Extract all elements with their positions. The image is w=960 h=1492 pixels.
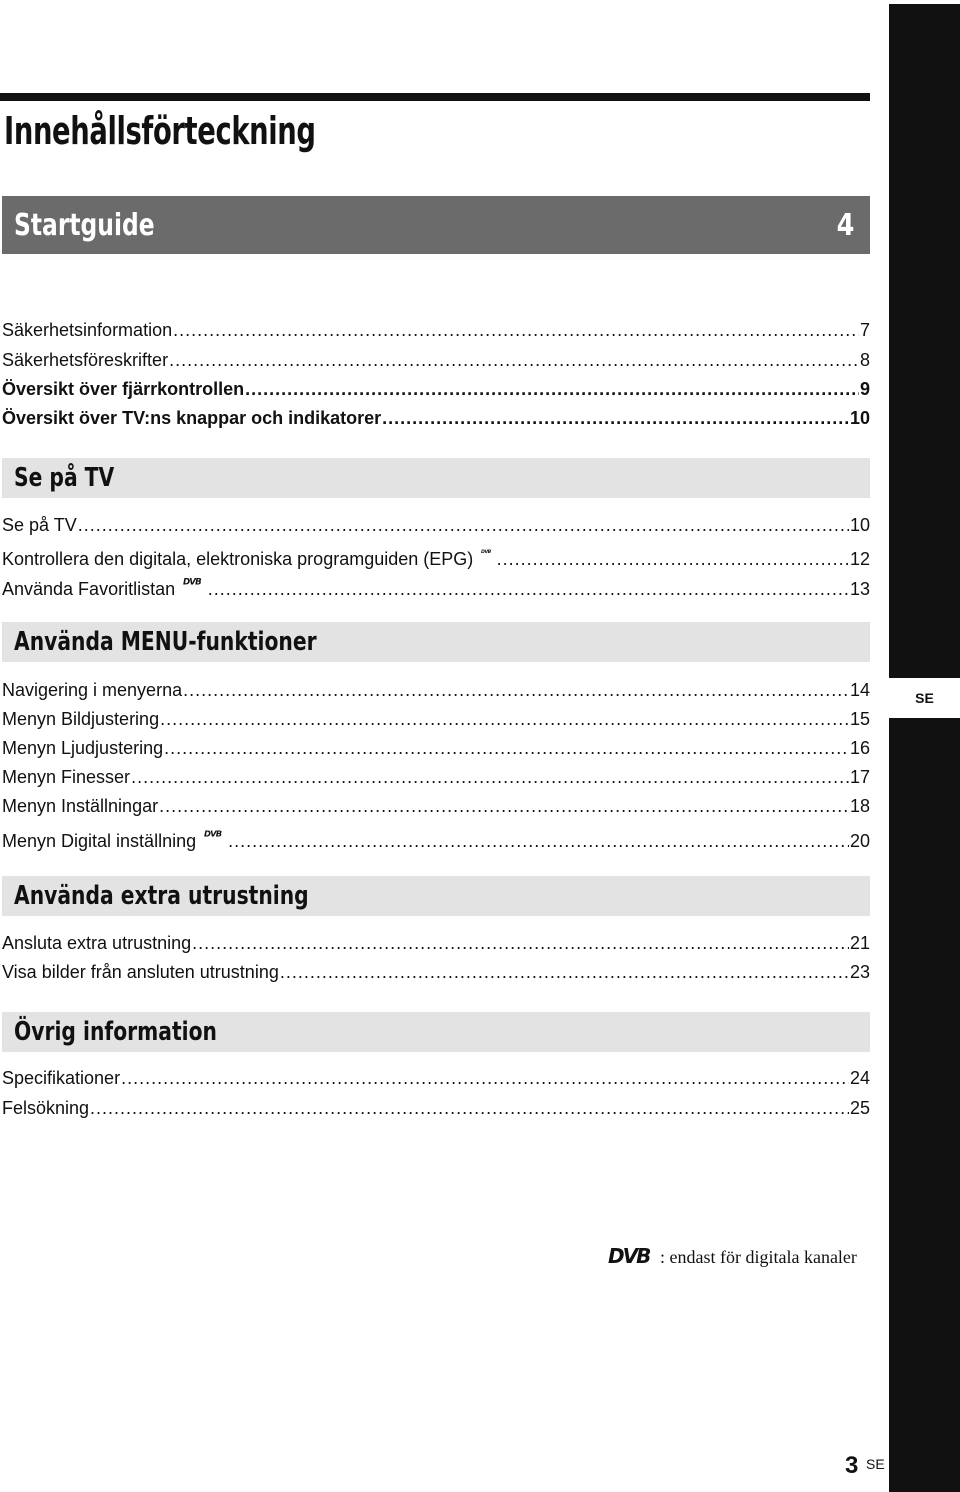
toc-entry-page: 25 xyxy=(849,1098,870,1118)
leader-dots xyxy=(228,828,849,854)
toc-entry-text: Felsökning xyxy=(2,1098,90,1118)
toc-entry[interactable] xyxy=(2,317,870,343)
leader-dots xyxy=(192,930,849,956)
page-title: Innehållsförteckning xyxy=(4,109,316,153)
section-heading-extra xyxy=(2,876,870,916)
toc-entry-text: Översikt över fjärrkontrollen xyxy=(2,379,245,399)
section-heading-menu xyxy=(2,622,870,662)
legend-text: : endast för digitala kanaler xyxy=(660,1246,857,1267)
toc-entry[interactable] xyxy=(2,823,870,849)
leader-dots xyxy=(173,317,859,343)
toc-entry-text: Navigering i menyerna xyxy=(2,680,183,700)
toc-entry-page: 10 xyxy=(849,515,870,535)
toc-entry-page: 10 xyxy=(849,408,870,428)
toc-entry-page: 8 xyxy=(859,350,870,370)
dvb-logo-icon xyxy=(204,821,224,845)
dvb-legend xyxy=(608,1243,857,1271)
toc-entry-page: 23 xyxy=(849,962,870,982)
page-number: 3 xyxy=(845,1452,859,1479)
toc-entry-text: Menyn Inställningar xyxy=(2,796,159,816)
toc-entry-page: 9 xyxy=(859,379,870,399)
svg-text:DVB: DVB xyxy=(608,1244,650,1267)
toc-entry[interactable] xyxy=(2,512,870,538)
toc-entry[interactable] xyxy=(2,1065,870,1091)
section-heading-ovrig xyxy=(2,1012,870,1052)
toc-entry-text: Använda Favoritlistan xyxy=(2,579,176,599)
toc-entry[interactable] xyxy=(2,677,870,703)
toc-entry[interactable] xyxy=(2,376,870,402)
toc-entry-page: 14 xyxy=(849,680,870,700)
toc-entry-text: Ansluta extra utrustning xyxy=(2,933,192,953)
section-heading-label: Övrig information xyxy=(14,1017,217,1047)
toc-entry[interactable] xyxy=(2,959,870,985)
leader-dots xyxy=(169,347,859,373)
section-heading-label: Använda MENU-funktioner xyxy=(14,627,317,657)
toc-entry[interactable] xyxy=(2,930,870,956)
toc-entry-page: 7 xyxy=(859,320,870,340)
toc-entry-text: Menyn Bildjustering xyxy=(2,709,160,729)
toc-entry-text: Säkerhetsföreskrifter xyxy=(2,350,169,370)
toc-entry-page: 21 xyxy=(849,933,870,953)
toc-entry-page: 24 xyxy=(849,1068,870,1088)
leader-dots xyxy=(78,512,849,538)
svg-text:DVB: DVB xyxy=(204,828,222,839)
leader-dots xyxy=(382,405,849,431)
leader-dots xyxy=(160,706,849,732)
toc-entry-text: Specifikationer xyxy=(2,1068,121,1088)
title-rule xyxy=(0,93,870,101)
page-number-suffix: SE xyxy=(866,1456,885,1472)
leader-dots xyxy=(183,677,849,703)
leader-dots xyxy=(497,546,849,572)
toc-entry[interactable] xyxy=(2,735,870,761)
toc-entry-text: Se på TV xyxy=(2,515,77,535)
toc-entry[interactable] xyxy=(2,405,870,431)
toc-entry-text: Menyn Ljudjustering xyxy=(2,738,164,758)
leader-dots xyxy=(164,735,849,761)
toc-entry-text: Visa bilder från ansluten utrustning xyxy=(2,962,279,982)
toc-entry[interactable] xyxy=(2,706,870,732)
dvb-logo-icon xyxy=(481,539,492,563)
toc-entry[interactable] xyxy=(2,1095,870,1121)
section-page-number: 4 xyxy=(836,207,855,243)
leader-dots xyxy=(245,376,859,402)
toc-entry-text: Säkerhetsinformation xyxy=(2,320,173,340)
toc-entry-page: 13 xyxy=(849,579,870,599)
toc-entry-page: 18 xyxy=(849,796,870,816)
leader-dots xyxy=(280,959,849,985)
leader-dots xyxy=(159,793,849,819)
svg-text:DVB: DVB xyxy=(183,577,201,588)
section-heading-startguide xyxy=(2,196,870,254)
section-heading-label: Startguide xyxy=(14,207,155,243)
svg-text:DVB: DVB xyxy=(481,549,492,555)
section-heading-label: Se på TV xyxy=(14,463,115,493)
leader-dots xyxy=(208,576,849,602)
toc-entry-page: 12 xyxy=(849,549,870,569)
leader-dots xyxy=(90,1095,849,1121)
leader-dots xyxy=(131,764,849,790)
toc-entry[interactable] xyxy=(2,347,870,373)
toc-entry-text: Översikt över TV:ns knappar och indikatorer xyxy=(2,408,382,428)
leader-dots xyxy=(121,1065,849,1091)
toc-entry[interactable] xyxy=(2,764,870,790)
dvb-logo-icon xyxy=(608,1243,656,1267)
toc-entry-text: Menyn Digital inställning xyxy=(2,831,197,851)
toc-entry[interactable] xyxy=(2,571,870,597)
side-bar xyxy=(889,0,960,1492)
dvb-logo-icon xyxy=(183,569,204,593)
toc-entry-text: Menyn Finesser xyxy=(2,767,131,787)
toc-entry-page: 15 xyxy=(849,709,870,729)
toc-entry-page: 20 xyxy=(849,831,870,851)
section-heading-label: Använda extra utrustning xyxy=(14,881,309,911)
toc-entry-text: Kontrollera den digitala, elektroniska programguiden (EPG) xyxy=(2,549,474,569)
toc-entry-page: 16 xyxy=(849,738,870,758)
toc-entry[interactable] xyxy=(2,793,870,819)
toc-entry-page: 17 xyxy=(849,767,870,787)
toc-entry[interactable] xyxy=(2,541,870,567)
section-heading-se-pa-tv xyxy=(2,458,870,498)
language-tab: SE xyxy=(889,678,960,718)
